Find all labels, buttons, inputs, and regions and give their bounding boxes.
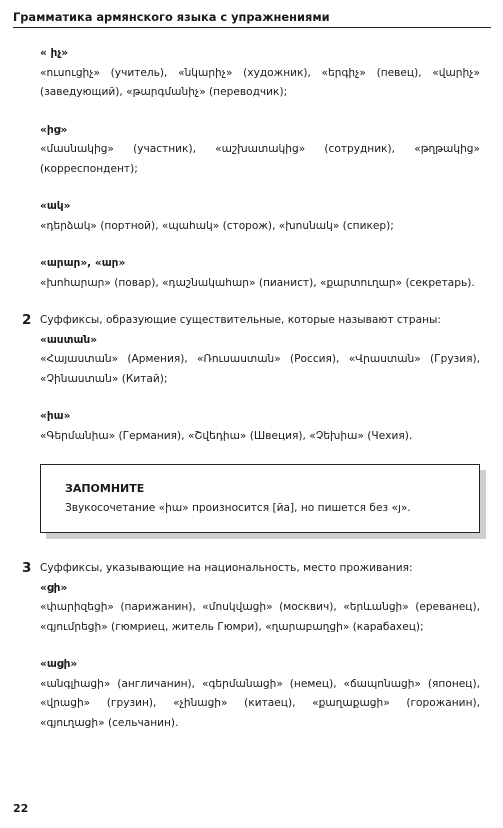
suffix-block	[40, 655, 480, 733]
suffix-examples: «դերձակ» (портной), «պահակ» (сторож), «խոսնակ» (спикер);	[40, 219, 394, 232]
suffix-block	[40, 331, 480, 390]
suffix-label: «իա»	[40, 410, 71, 422]
section-heading: Суффиксы, образующие существительные, которые называют страны:	[40, 314, 441, 326]
suffix-block	[40, 44, 480, 103]
suffix-label: «արար», «ար»	[40, 257, 126, 269]
suffix-block	[40, 579, 480, 638]
section-2	[22, 311, 480, 446]
remember-title: ЗАПОМНИТЕ	[65, 482, 145, 495]
suffix-label: «ից»	[40, 123, 68, 136]
section-number: 2	[22, 312, 32, 328]
suffix-label: «ացի»	[40, 658, 78, 670]
page-number: 22	[13, 802, 29, 815]
suffix-label: «ցի»	[40, 581, 68, 594]
suffix-block	[40, 197, 480, 236]
suffix-label: «ակ»	[40, 200, 71, 212]
suffix-block	[40, 254, 480, 293]
page-content	[22, 44, 480, 751]
suffix-examples: «փարիզեցի» (парижанин), «մոսկվացի» (москвич), «երևանցի» (ереванец), «գյումրեցի» (гюмриец, житель Гюмри), «ղարաբաղցի» (карабахец);	[40, 601, 480, 633]
suffix-examples: «մասնակից» (участник), «աշխատակից» (сотрудник), «թղթակից» (корреспондент);	[40, 143, 480, 175]
section-3	[22, 559, 480, 733]
section-heading: Суффиксы, указывающие на национальность, место проживания:	[40, 562, 413, 574]
remember-text: Звукосочетание «իա» произносится [йа], но пишется без «յ».	[65, 501, 411, 514]
suffix-label: «աստան»	[40, 333, 98, 346]
suffix-block	[40, 407, 480, 446]
suffix-block	[40, 121, 480, 180]
suffix-examples: «խոհարար» (повар), «դաշնակահար» (пианист), «քարտուղար» (секретарь).	[40, 276, 475, 289]
suffix-examples: «անգլիացի» (англичанин), «գերմանացի» (немец), «ճապոնացի» (японец), «վրացի» (грузин), «չինացի» (китаец), «քաղաքացի» (горожанин), «գյուղացի» (сельчанин).	[40, 677, 480, 729]
suffix-examples: «Գերմանիա» (Германия), «Շվեդիա» (Швеция), «Չեխիա» (Чехия).	[40, 429, 413, 442]
remember-box	[40, 464, 480, 533]
suffix-label: « իչ»	[40, 47, 69, 59]
running-header: Грамматика армянского языка с упражнениями	[13, 10, 491, 28]
section-number: 3	[22, 560, 32, 576]
suffix-examples: «Հայաստան» (Армения), «Ռուսաստան» (Россия), «Վրաստան» (Грузия), «Չինաստան» (Китай);	[40, 353, 480, 385]
suffix-examples: «ուսուցիչ» (учитель), «նկարիչ» (художник), «երգիչ» (певец), «վարիչ» (заведующий), «թարգմանիչ» (переводчик);	[40, 66, 480, 98]
